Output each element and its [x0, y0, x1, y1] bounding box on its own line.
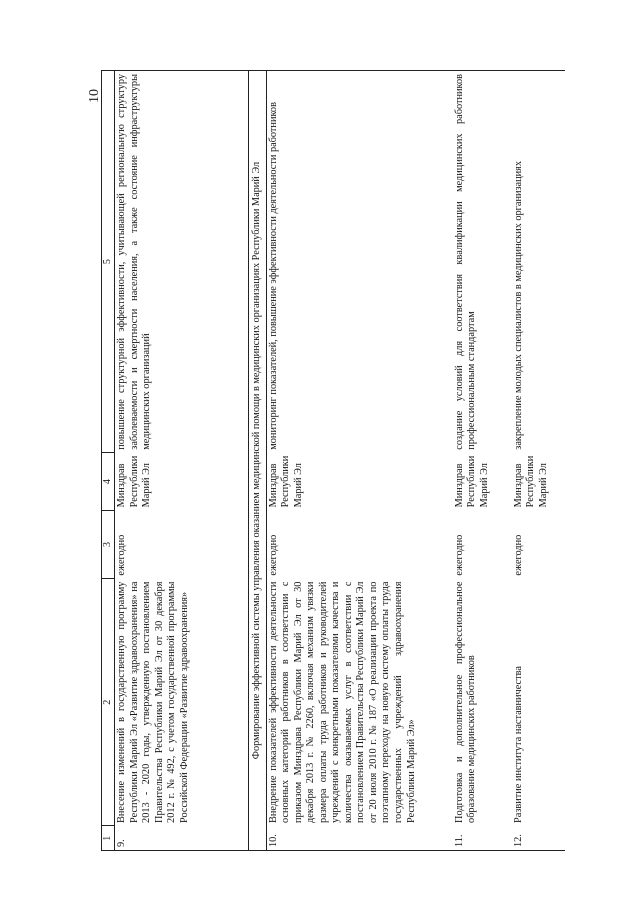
measure-cell: Внедрение показателей эффективности деятельности основных категорий работников в соответствии с приказом Минздрава Республики Марий Эл от 30 декабря 2013 г. № 2260, включая механизм увязки размера оплаты труда работников и руководителей учреждений с конкретными показателями качества и количества оказываемых услуг в соответствии с постановлением Правительства Республики Марий Эл от 20 июля 2010 г. № 187 «О реализации проекта по поэтапному переходу на новую систему оплаты труда государственных учреждений здравоохранения Республики Марий Эл»	[267, 581, 417, 823]
responsible-cell: Минздрав Республики Марий Эл	[453, 455, 490, 508]
column-number-5: 5	[102, 71, 115, 453]
table-row	[115, 71, 249, 851]
row-number: 10.	[266, 826, 453, 851]
column-number-1: 1	[102, 826, 115, 851]
table-row	[453, 71, 512, 851]
row-number: 11.	[453, 826, 512, 851]
measures-table	[101, 70, 565, 851]
measure-cell: Развитие института наставничества	[512, 666, 524, 823]
period-cell: ежегодно	[116, 534, 127, 576]
measure-cell: Внесение изменений в государственную программу Республики Марий Эл «Развитие здравоохранения» на 2013 - 2020 годы, утвержденную постановлением Правительства Республики Марий Эл от 30 декабря 2012 г. № 492, с учетом государственной программы Российской Федерации «Развитие здравоохранения»	[116, 581, 190, 823]
result-cell: создание условий для соответствия квалификации медицинских работников профессиональным стандартам	[453, 71, 512, 453]
column-number-2: 2	[102, 579, 115, 826]
table-row	[512, 71, 565, 851]
result-cell: закрепление молодых специалистов в медицинских организациях	[512, 71, 565, 453]
section-title-row	[249, 71, 267, 851]
measure-cell: Подготовка и дополнительное профессиональное образование медицинских работников	[453, 581, 478, 823]
period-cell: ежегодно	[453, 534, 465, 576]
rotated-landscape-content	[87, 70, 640, 851]
row-number: 12.	[512, 826, 565, 851]
table-row	[266, 71, 453, 851]
page-number: 10	[87, 89, 102, 103]
period-cell: ежегодно	[267, 534, 279, 576]
column-number-3: 3	[102, 510, 115, 578]
section-title: Формирование эффективной системы управления оказанием медицинской помощи в медицинских организациях Республики Марий Эл	[249, 71, 267, 851]
responsible-cell: Минздрав Республики Марий Эл	[512, 455, 549, 508]
result-cell: повышение структурной эффективности, учитывающей региональную структуру заболеваемости и смертности населения, а также состояние инфраструктуры медицинских организаций	[115, 71, 249, 453]
responsible-cell: Минздрав Республики Марий Эл	[116, 455, 153, 508]
period-cell: ежегодно	[512, 534, 524, 576]
column-number-header-row	[102, 71, 115, 851]
responsible-cell: Минздрав Республики Марий Эл	[267, 455, 304, 508]
row-number: 9.	[115, 826, 249, 851]
result-cell: мониторинг показателей, повышение эффективности деятельности работников	[266, 71, 453, 453]
column-number-4: 4	[102, 453, 115, 511]
